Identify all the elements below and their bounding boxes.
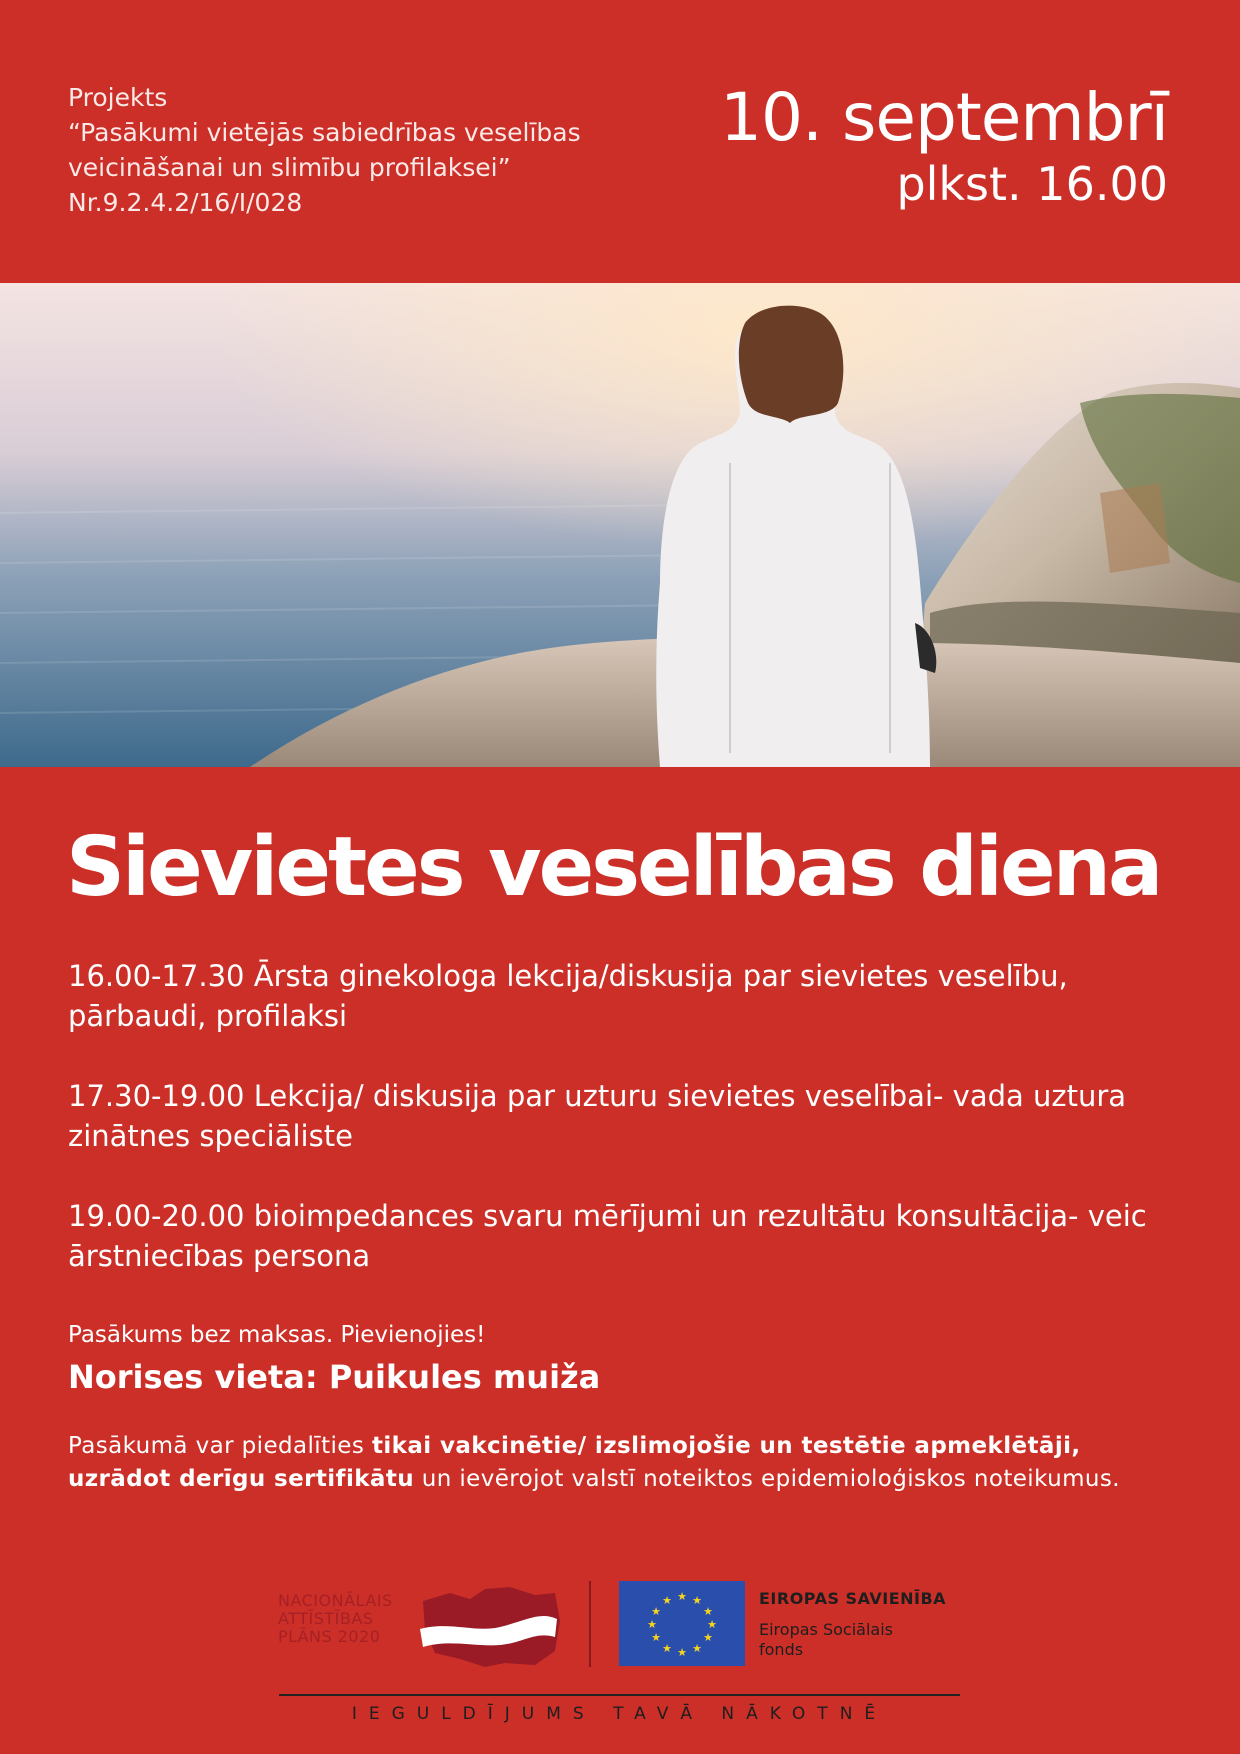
project-line: veicināšanai un slimību profilaksei” — [68, 153, 511, 182]
logo-divider — [589, 1581, 591, 1667]
svg-text:★: ★ — [651, 1631, 661, 1644]
schedule-item: 16.00-17.30 Ārsta ginekologa lekcija/diskusija par sievietes veselību, pārbaudi, profilaksi — [68, 959, 1068, 1033]
hero-photo — [0, 283, 1240, 767]
project-line: “Pasākumi vietējās sabiedrības veselības — [68, 118, 581, 147]
svg-text:★: ★ — [703, 1605, 713, 1618]
motto: IEGULDĪJUMS TAVĀ NĀKOTNĒ — [351, 1704, 888, 1724]
notice-part-2: un ievērojot valstī noteiktos epidemioloģiskos noteikumus. — [414, 1466, 1120, 1492]
event-time: plkst. 16.00 — [896, 157, 1168, 211]
event-date: 10. septembrī — [720, 79, 1168, 156]
free-entry-text: Pasākums bez maksas. Pievienojies! — [68, 1322, 486, 1348]
notice-bold: tikai vakcinētie/ izslimojošie un testētie apmeklētāji, uzrādot derīgu sertifikātu — [68, 1433, 1081, 1492]
schedule-item: 17.30-19.00 Lekcija/ diskusija par uzturu sievietes veselībai- vada uztura zinātnes speciāliste — [68, 1079, 1127, 1153]
woman-by-sea-image — [0, 283, 1240, 767]
svg-text:★: ★ — [692, 1642, 702, 1655]
svg-text:★: ★ — [647, 1618, 657, 1631]
schedule-list — [68, 956, 1188, 1316]
schedule-item: 19.00-20.00 bioimpedances svaru mērījumi un rezultātu konsultācija- veic ārstniecības persona — [68, 1199, 1147, 1273]
venue-text: Norises vieta: Puikules muiža — [68, 1358, 601, 1396]
svg-text:★: ★ — [703, 1631, 713, 1644]
svg-text:★: ★ — [677, 1646, 687, 1659]
nap-line: NACIONĀLAIS — [278, 1591, 393, 1610]
project-line: Projekts — [68, 83, 168, 112]
svg-text:★: ★ — [707, 1618, 717, 1631]
eu-fund-text — [759, 1620, 893, 1660]
notice-part-1: Pasākumā var piedalīties — [68, 1433, 372, 1459]
eu-fund-line: fonds — [759, 1640, 804, 1659]
svg-text:★: ★ — [651, 1605, 661, 1618]
project-info — [68, 80, 628, 220]
project-line: Nr.9.2.4.2/16/I/028 — [68, 188, 303, 217]
eu-fund-line: Eiropas Sociālais — [759, 1620, 893, 1639]
eu-flag-icon — [619, 1581, 745, 1666]
latvia-map-icon — [415, 1581, 565, 1671]
svg-text:★: ★ — [662, 1642, 672, 1655]
header — [0, 0, 1240, 283]
funding-logos — [0, 1575, 1240, 1675]
svg-text:★: ★ — [662, 1594, 672, 1607]
nap-line: ATTĪSTĪBAS — [278, 1609, 374, 1628]
nap-logo-text — [278, 1592, 393, 1646]
footer-divider — [279, 1694, 960, 1696]
nap-line: PLĀNS 2020 — [278, 1627, 381, 1646]
event-title: Sievietes veselības diena — [66, 820, 1161, 915]
covid-notice — [68, 1430, 1178, 1496]
svg-text:★: ★ — [677, 1590, 687, 1603]
eu-title: EIROPAS SAVIENĪBA — [759, 1589, 947, 1608]
event-date-block — [720, 78, 1168, 210]
svg-text:★: ★ — [692, 1594, 702, 1607]
